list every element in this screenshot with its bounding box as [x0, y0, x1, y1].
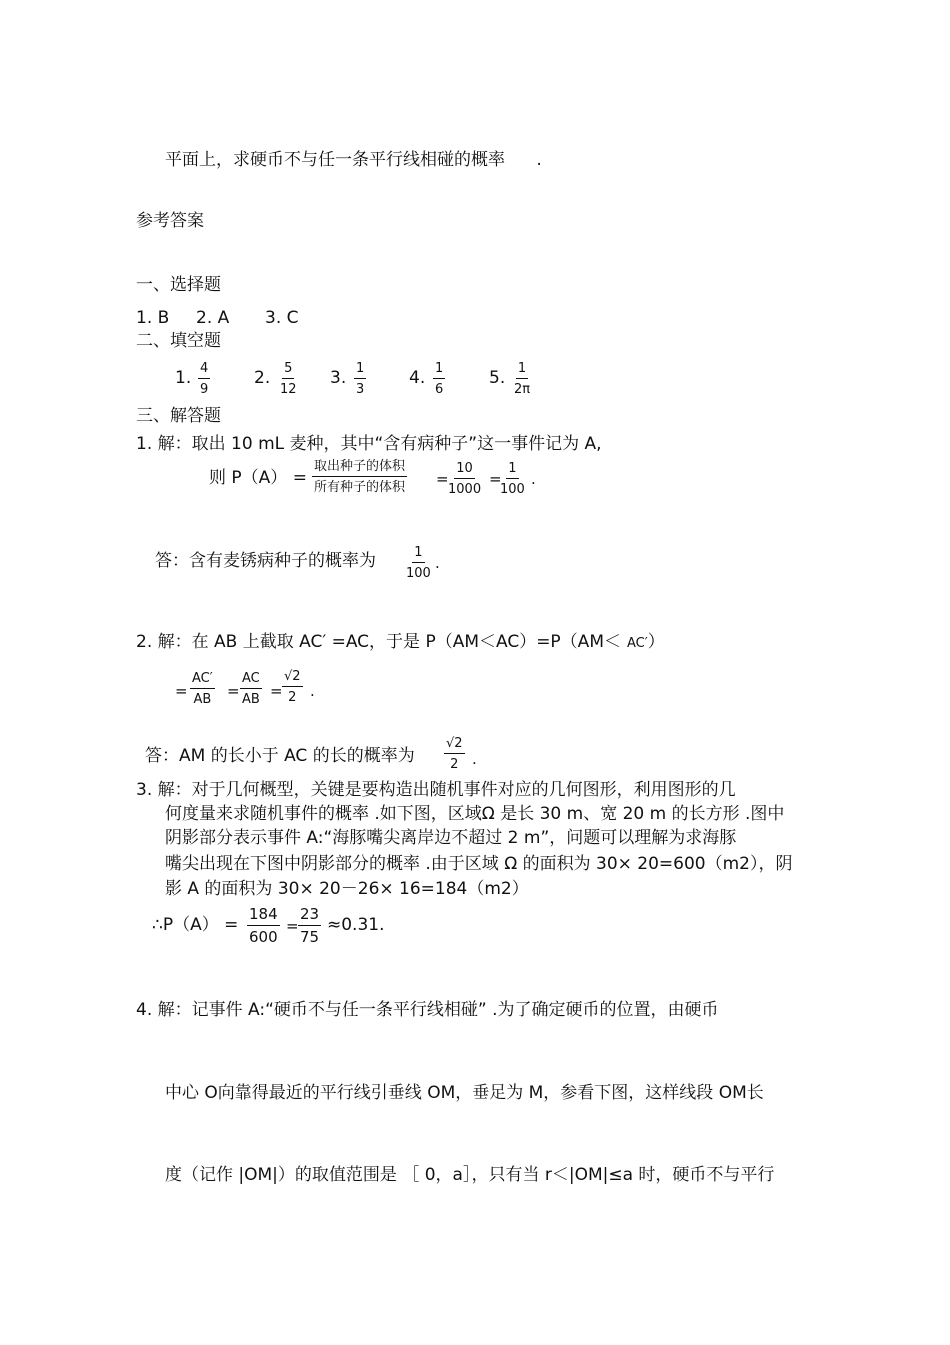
- q3-line5: 影 A 的面积为 30× 20－26× 16=184（m2）: [165, 879, 529, 899]
- fraction-numerator: 184: [247, 907, 280, 926]
- q1-fraction-1: [312, 460, 407, 494]
- q2-fraction-2: [240, 672, 262, 706]
- q1-line1: 1. 解：取出 10 mL 麦种，其中“含有病种子”这一事件记为 A,: [136, 434, 602, 454]
- fill-2-fraction: [280, 362, 297, 396]
- q2-line1-text: 2. 解：在 AB 上截取 AC′ =AC，于是 P（AM＜AC）=P（AM＜: [136, 632, 621, 652]
- fraction-numerator: AC: [240, 672, 262, 689]
- equals-sign: =: [286, 917, 299, 935]
- fraction-denominator: 1000: [448, 482, 482, 497]
- fraction-numerator: 23: [298, 907, 321, 926]
- q2-answer-fraction: [444, 737, 465, 771]
- equals-sign: =: [270, 682, 283, 700]
- q3-line2: 何度量来求随机事件的概率 .如下图，区域Ω 是长 30 m、宽 20 m 的长方形 .图中: [165, 804, 785, 824]
- fraction-numerator: √2: [282, 670, 303, 687]
- fraction-denominator: 2: [288, 690, 297, 705]
- period: .: [531, 470, 536, 488]
- period: .: [472, 750, 477, 768]
- fraction-denominator: 6: [435, 382, 444, 397]
- q3-line4: 嘴尖出现在下图中阴影部分的概率 .由于区域 Ω 的面积为 30× 20=600（m2），阴: [165, 854, 793, 874]
- q2-line1: [136, 634, 665, 651]
- q3-result: ≈0.31.: [327, 915, 385, 935]
- q2-line1-tail: AC′: [626, 636, 648, 651]
- equals-sign: =: [175, 682, 188, 700]
- fraction-denominator: 3: [356, 382, 365, 397]
- q1-prefix: 则 P（A） =: [209, 468, 307, 488]
- fraction-numerator: 1: [412, 546, 424, 563]
- answer-title: 参考答案: [136, 211, 204, 231]
- top-line-end: .: [536, 150, 542, 170]
- fill-2-label: 2.: [254, 368, 271, 388]
- fraction-denominator: 100: [500, 482, 525, 497]
- fill-4-label: 4.: [409, 368, 426, 388]
- fraction-numerator: 10: [454, 462, 475, 479]
- fraction-numerator: AC′: [190, 672, 215, 689]
- fraction-numerator: 5: [282, 362, 294, 379]
- fraction-denominator: 12: [280, 382, 297, 397]
- q3-line1: 3. 解：对于几何概型，关键是要构造出随机事件对应的几何图形，利用图形的几: [136, 780, 736, 800]
- q3-prefix: ∴P（A） =: [152, 915, 239, 935]
- fraction-numerator: 4: [198, 362, 210, 379]
- fraction-numerator: 1: [516, 362, 528, 379]
- q2-fraction-1: [190, 672, 215, 706]
- fraction-denominator: 2π: [514, 382, 531, 397]
- fraction-denominator: 2: [450, 757, 459, 772]
- fraction-denominator: 9: [200, 382, 209, 397]
- q1-fraction-3: [500, 462, 525, 496]
- equals-sign: =: [489, 470, 502, 488]
- fraction-denominator: 100: [406, 566, 431, 581]
- q2-fraction-3: [282, 670, 303, 704]
- fraction-denominator: AB: [193, 692, 212, 707]
- q3-fraction-2: [298, 907, 321, 945]
- period: .: [310, 682, 315, 700]
- fill-1-fraction: [198, 362, 210, 396]
- fraction-numerator: 1: [433, 362, 445, 379]
- fraction-numerator: 取出种子的体积: [312, 460, 407, 477]
- fill-3-label: 3.: [330, 368, 347, 388]
- q1-answer: 答：含有麦锈病种子的概率为: [155, 551, 376, 571]
- fill-5-label: 5.: [489, 368, 506, 388]
- q4-line2: 中心 O向靠得最近的平行线引垂线 OM，垂足为 M，参看下图，这样线段 OM长: [165, 1083, 764, 1103]
- fill-5-fraction: [514, 362, 530, 396]
- fraction-numerator: 1: [506, 462, 518, 479]
- choice-3: 3. C: [265, 308, 299, 328]
- period: .: [435, 554, 440, 572]
- fraction-denominator: AB: [241, 692, 260, 707]
- q4-line1: 4. 解：记事件 A:“硬币不与任一条平行线相碰” .为了确定硬币的位置，由硬币: [136, 1000, 719, 1020]
- q1-answer-fraction: [406, 546, 431, 580]
- section2-title: 二、填空题: [136, 331, 221, 351]
- equals-sign: =: [227, 682, 240, 700]
- section3-title: 三、解答题: [136, 406, 221, 426]
- fill-1-label: 1.: [175, 368, 192, 388]
- fill-3-fraction: [354, 362, 366, 396]
- fraction-numerator: √2: [444, 737, 465, 754]
- q1-fraction-2: [448, 462, 481, 496]
- equals-sign: =: [436, 470, 449, 488]
- choice-1: 1. B: [136, 308, 170, 328]
- q3-line3: 阴影部分表示事件 A:“海豚嘴尖离岸边不超过 2 m”，问题可以理解为求海豚: [165, 828, 737, 848]
- choice-2: 2. A: [196, 308, 230, 328]
- q2-line1-end: ）: [647, 632, 665, 652]
- fill-4-fraction: [433, 362, 445, 396]
- fraction-denominator: 75: [300, 928, 320, 946]
- fraction-denominator: 所有种子的体积: [314, 480, 406, 495]
- top-line: [165, 152, 542, 169]
- top-line-text: 平面上，求硬币不与任一条平行线相碰的概率: [165, 150, 505, 170]
- fraction-denominator: 600: [249, 928, 278, 946]
- q2-answer: 答：AM 的长小于 AC 的长的概率为: [145, 746, 415, 766]
- q3-fraction-1: [247, 907, 280, 945]
- q4-line3: 度（记作 |OM|）的取值范围是 ［ 0，a］，只有当 r＜|OM|≤a 时，硬币不与平行: [165, 1165, 775, 1185]
- section1-title: 一、选择题: [136, 275, 221, 295]
- fraction-numerator: 1: [354, 362, 366, 379]
